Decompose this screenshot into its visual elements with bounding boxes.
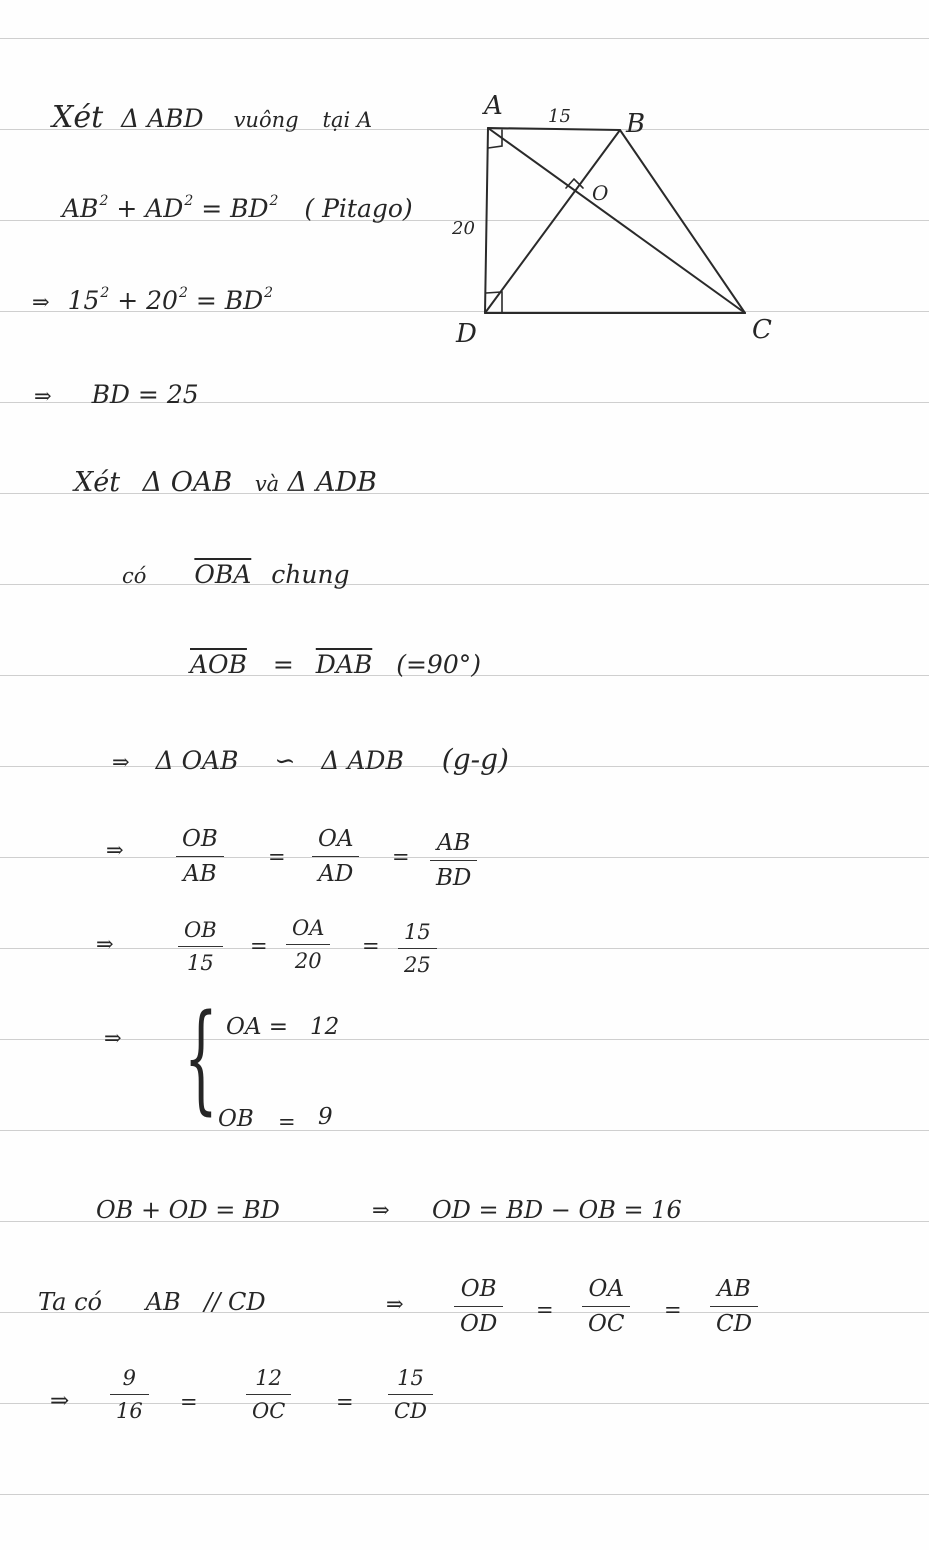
ratio-ob-ab: [182, 826, 218, 887]
va-word: và: [254, 472, 280, 496]
similar-sign: ∽: [274, 746, 296, 775]
denominator: OC: [588, 1311, 625, 1337]
right-angle-note: (=90°): [396, 650, 481, 679]
denominator: 15: [186, 951, 214, 975]
plus-sign: +: [117, 286, 139, 315]
line-5: [74, 467, 377, 498]
chung-word: chung: [271, 560, 350, 589]
ob-value: 9: [318, 1104, 333, 1130]
equals-sign: =: [536, 1298, 554, 1322]
angle-dab: $\overline{DAB}$: [315, 650, 373, 679]
ratio-oa-ad: [318, 826, 353, 887]
ruled-line: [0, 38, 929, 39]
xet-word: Xét: [52, 100, 104, 135]
ratio-ab-bd: [436, 830, 471, 891]
vertex-label-o: O: [592, 181, 609, 205]
term-ab: AB: [62, 194, 99, 223]
equals-sign: =: [268, 845, 286, 869]
ratio-12-oc: [252, 1366, 285, 1423]
xet-word: Xét: [74, 467, 121, 498]
segment-bd: [485, 130, 620, 313]
plus-sign: +: [116, 194, 138, 223]
equals-sign: =: [272, 650, 294, 679]
numerator: 9: [122, 1366, 137, 1390]
numerator: AB: [717, 1276, 751, 1302]
term-ad: AD: [145, 194, 184, 223]
numerator: OB: [460, 1276, 497, 1302]
denominator: CD: [716, 1311, 753, 1337]
implies-arrow: ⇒: [386, 1292, 404, 1316]
taco-words: Ta có: [38, 1288, 102, 1316]
fraction-bar: [582, 1306, 630, 1307]
ruled-line: [0, 948, 929, 949]
side-label-ad: 20: [452, 218, 475, 239]
ratio-oa-20: [292, 916, 324, 973]
line-2-pythagoras: [62, 193, 413, 223]
equals-sign: =: [336, 1390, 354, 1414]
implies-arrow: ⇒: [104, 1026, 122, 1050]
segment-ac: [488, 128, 745, 313]
angle-oba: $\overline{OBA}$: [194, 560, 252, 589]
fraction-bar: [454, 1306, 503, 1307]
equals-sign: =: [201, 194, 223, 223]
denominator: AD: [318, 861, 354, 887]
implies-arrow: ⇒: [32, 290, 50, 314]
line-3: [32, 285, 273, 315]
ruled-line: [0, 1494, 929, 1495]
co-word: có: [122, 564, 147, 588]
ratio-oa-oc: [588, 1276, 624, 1337]
fraction-bar: [246, 1394, 291, 1395]
equals-sign: =: [250, 934, 268, 958]
ratio-ob-15: [184, 918, 217, 975]
implies-arrow: ⇒: [106, 838, 124, 862]
pitago-note: ( Pitago): [304, 194, 413, 223]
term-bd: BD: [230, 194, 269, 223]
equals-sign: =: [392, 845, 410, 869]
fraction-bar: [110, 1394, 149, 1395]
vertex-label-a: A: [484, 91, 503, 121]
line-13: [38, 1288, 266, 1316]
fraction-bar: [430, 860, 477, 861]
ratio-9-16: [116, 1366, 143, 1423]
triangle-oab: Δ OAB: [142, 467, 233, 498]
gg-case: (g-g): [441, 743, 509, 776]
term-ab: AB: [145, 1288, 181, 1316]
triangle-adb: Δ ADB: [321, 746, 404, 775]
numerator: OA: [292, 916, 325, 940]
angle-aob: $\overline{AOB}$: [190, 650, 247, 679]
numerator: 15: [404, 920, 431, 944]
equals-sign: =: [664, 1298, 682, 1322]
exponent: 2: [178, 285, 188, 301]
term-bd: BD: [224, 286, 264, 315]
line-8: [112, 743, 509, 776]
ratio-15-25: [404, 920, 431, 977]
exponent: 2: [264, 285, 274, 301]
implies-arrow: ⇒: [112, 750, 130, 774]
exponent: 2: [100, 285, 110, 301]
implies-arrow: ⇒: [96, 932, 114, 956]
exponent: 2: [184, 193, 194, 209]
vertex-label-d: D: [456, 319, 477, 349]
equals-sign: =: [180, 1390, 198, 1414]
number-15: 15: [67, 286, 100, 315]
ratio-ab-cd: [716, 1276, 752, 1337]
denominator: 25: [404, 953, 431, 977]
fraction-bar: [398, 948, 437, 949]
segment-ad: [485, 128, 488, 313]
segment-bc: [620, 130, 745, 313]
denominator: OC: [252, 1399, 286, 1423]
vertex-label-c: C: [752, 315, 772, 345]
ratio-ob-od: [460, 1276, 497, 1337]
implies-arrow: ⇒: [372, 1198, 390, 1222]
exponent: 2: [269, 193, 279, 209]
numerator: OB: [184, 918, 217, 942]
side-label-ab: 15: [548, 106, 571, 127]
fraction-bar: [312, 856, 359, 857]
exponent: 2: [99, 193, 109, 209]
ob-label: OB: [218, 1106, 254, 1132]
tai-a-text: tại A: [322, 108, 373, 132]
oa-label: OA =: [226, 1014, 289, 1040]
implies-arrow: ⇒: [50, 1388, 70, 1414]
triangle-oab: Δ OAB: [155, 746, 239, 775]
numerator: OA: [588, 1276, 624, 1302]
line-6: [122, 560, 350, 589]
numerator: OA: [318, 826, 354, 852]
numerator: 12: [255, 1366, 283, 1390]
denominator: 20: [294, 949, 322, 973]
trapezoid-figure: [440, 80, 800, 360]
fraction-bar: [178, 946, 223, 947]
implies-arrow: ⇒: [34, 384, 52, 408]
line-1: [52, 100, 372, 135]
parallel-sign: //: [204, 1288, 221, 1316]
equals-sign: =: [195, 286, 217, 315]
denominator: AB: [183, 861, 217, 887]
ruled-line: [0, 1130, 929, 1131]
numerator: AB: [436, 830, 471, 856]
vuong-word: vuông: [233, 108, 299, 132]
od-result: OD = BD − OB = 16: [432, 1196, 682, 1224]
oa-value: 12: [310, 1014, 340, 1040]
triangle-adb: Δ ADB: [287, 467, 377, 498]
denominator: BD: [436, 865, 472, 891]
equals-sign: =: [362, 934, 380, 958]
numerator: OB: [182, 826, 218, 852]
numerator: 15: [397, 1366, 424, 1390]
denominator: OD: [460, 1311, 498, 1337]
denominator: 16: [116, 1399, 143, 1423]
system-brace: {: [184, 988, 218, 1126]
denominator: CD: [394, 1399, 427, 1423]
number-20: 20: [146, 286, 178, 315]
equals-sign: =: [278, 1110, 296, 1134]
fraction-bar: [286, 944, 330, 945]
vertex-label-b: B: [626, 109, 646, 139]
fraction-bar: [388, 1394, 433, 1395]
line-7: [190, 650, 481, 679]
triangle-abd: Δ ABD: [121, 104, 204, 133]
fraction-bar: [710, 1306, 758, 1307]
term-cd: CD: [228, 1288, 266, 1316]
segment-sum-equation: OB + OD = BD: [96, 1196, 280, 1224]
ruled-line: [0, 1039, 929, 1040]
bd-result: BD = 25: [91, 380, 199, 409]
ratio-15-cd: [394, 1366, 427, 1423]
line-4: [34, 380, 199, 409]
segment-ab: [488, 128, 620, 130]
fraction-bar: [176, 856, 224, 857]
